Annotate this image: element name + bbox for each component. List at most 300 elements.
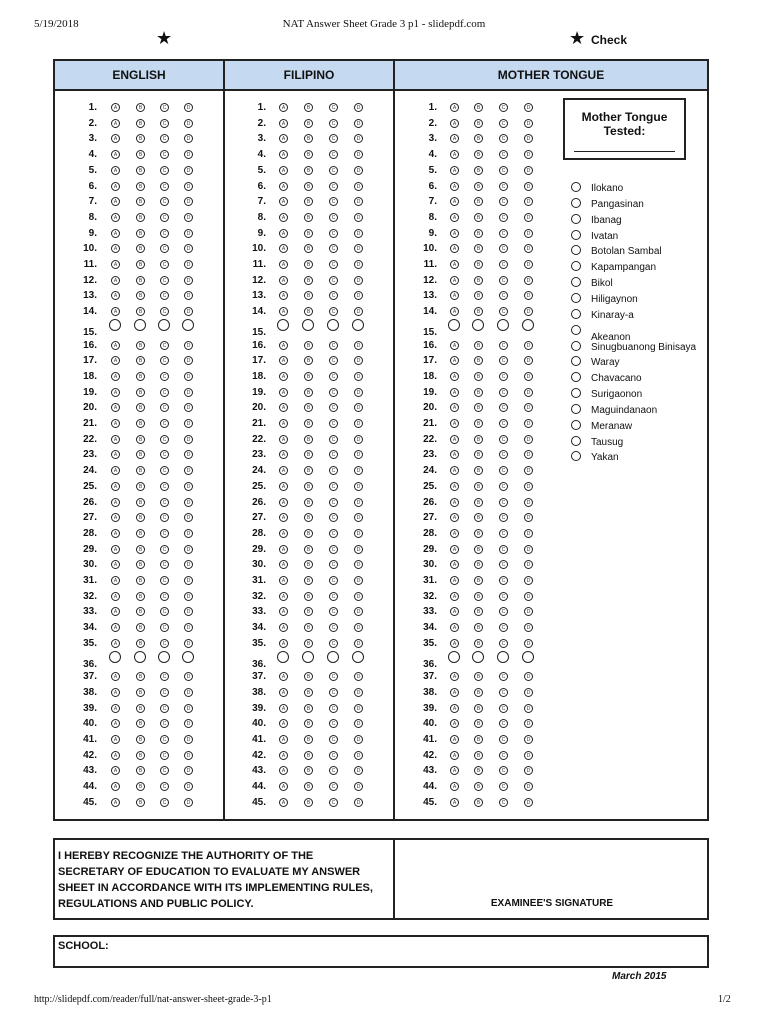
- answer-bubble-filipino-q26-b[interactable]: B: [304, 498, 313, 507]
- answer-bubble-english-q9-d[interactable]: D: [184, 229, 193, 238]
- answer-bubble-english-q14-c[interactable]: C: [160, 307, 169, 316]
- answer-bubble-english-q11-a[interactable]: A: [111, 260, 120, 269]
- answer-bubble-english-q22-c[interactable]: C: [160, 435, 169, 444]
- answer-bubble-filipino-q20-d[interactable]: D: [354, 403, 363, 412]
- answer-bubble-english-q19-c[interactable]: C: [160, 388, 169, 397]
- answer-bubble-english-q36-c[interactable]: [158, 651, 170, 663]
- answer-bubble-mother-tongue-q4-a[interactable]: A: [450, 150, 459, 159]
- answer-bubble-english-q37-b[interactable]: B: [136, 672, 145, 681]
- answer-bubble-filipino-q11-d[interactable]: D: [354, 260, 363, 269]
- answer-bubble-english-q18-b[interactable]: B: [136, 372, 145, 381]
- answer-bubble-english-q41-d[interactable]: D: [184, 735, 193, 744]
- answer-bubble-filipino-q31-a[interactable]: A: [279, 576, 288, 585]
- answer-bubble-mother-tongue-q30-d[interactable]: D: [524, 560, 533, 569]
- answer-bubble-english-q12-a[interactable]: A: [111, 276, 120, 285]
- answer-bubble-mother-tongue-q32-a[interactable]: A: [450, 592, 459, 601]
- answer-bubble-english-q10-d[interactable]: D: [184, 244, 193, 253]
- answer-bubble-mother-tongue-q35-a[interactable]: A: [450, 639, 459, 648]
- answer-bubble-filipino-q38-c[interactable]: C: [329, 688, 338, 697]
- answer-bubble-filipino-q26-c[interactable]: C: [329, 498, 338, 507]
- answer-bubble-english-q13-a[interactable]: A: [111, 291, 120, 300]
- answer-bubble-english-q44-a[interactable]: A: [111, 782, 120, 791]
- answer-bubble-mother-tongue-q27-a[interactable]: A: [450, 513, 459, 522]
- answer-bubble-filipino-q7-c[interactable]: C: [329, 197, 338, 206]
- answer-bubble-english-q39-c[interactable]: C: [160, 704, 169, 713]
- answer-bubble-mother-tongue-q26-d[interactable]: D: [524, 498, 533, 507]
- answer-bubble-filipino-q23-a[interactable]: A: [279, 450, 288, 459]
- answer-bubble-english-q26-b[interactable]: B: [136, 498, 145, 507]
- answer-bubble-mother-tongue-q29-b[interactable]: B: [474, 545, 483, 554]
- answer-bubble-english-q33-b[interactable]: B: [136, 607, 145, 616]
- answer-bubble-mother-tongue-q36-b[interactable]: [472, 651, 484, 663]
- answer-bubble-filipino-q45-a[interactable]: A: [279, 798, 288, 807]
- language-option-bubble[interactable]: [571, 309, 581, 319]
- answer-bubble-filipino-q44-c[interactable]: C: [329, 782, 338, 791]
- answer-bubble-mother-tongue-q16-a[interactable]: A: [450, 341, 459, 350]
- answer-bubble-filipino-q1-b[interactable]: B: [304, 103, 313, 112]
- answer-bubble-english-q2-b[interactable]: B: [136, 119, 145, 128]
- answer-bubble-english-q2-a[interactable]: A: [111, 119, 120, 128]
- answer-bubble-filipino-q5-d[interactable]: D: [354, 166, 363, 175]
- answer-bubble-mother-tongue-q10-c[interactable]: C: [499, 244, 508, 253]
- answer-bubble-english-q31-d[interactable]: D: [184, 576, 193, 585]
- answer-bubble-mother-tongue-q23-b[interactable]: B: [474, 450, 483, 459]
- answer-bubble-filipino-q32-a[interactable]: A: [279, 592, 288, 601]
- answer-bubble-filipino-q8-b[interactable]: B: [304, 213, 313, 222]
- answer-bubble-filipino-q13-b[interactable]: B: [304, 291, 313, 300]
- answer-bubble-english-q22-d[interactable]: D: [184, 435, 193, 444]
- answer-bubble-mother-tongue-q7-a[interactable]: A: [450, 197, 459, 206]
- answer-bubble-mother-tongue-q32-c[interactable]: C: [499, 592, 508, 601]
- answer-bubble-english-q39-d[interactable]: D: [184, 704, 193, 713]
- answer-bubble-filipino-q33-d[interactable]: D: [354, 607, 363, 616]
- answer-bubble-english-q16-b[interactable]: B: [136, 341, 145, 350]
- answer-bubble-filipino-q11-a[interactable]: A: [279, 260, 288, 269]
- answer-bubble-filipino-q7-a[interactable]: A: [279, 197, 288, 206]
- answer-bubble-english-q17-d[interactable]: D: [184, 356, 193, 365]
- answer-bubble-filipino-q37-b[interactable]: B: [304, 672, 313, 681]
- answer-bubble-mother-tongue-q44-d[interactable]: D: [524, 782, 533, 791]
- answer-bubble-filipino-q37-c[interactable]: C: [329, 672, 338, 681]
- answer-bubble-mother-tongue-q21-b[interactable]: B: [474, 419, 483, 428]
- answer-bubble-english-q40-c[interactable]: C: [160, 719, 169, 728]
- answer-bubble-filipino-q14-a[interactable]: A: [279, 307, 288, 316]
- answer-bubble-filipino-q42-c[interactable]: C: [329, 751, 338, 760]
- answer-bubble-english-q22-a[interactable]: A: [111, 435, 120, 444]
- answer-bubble-mother-tongue-q27-b[interactable]: B: [474, 513, 483, 522]
- answer-bubble-english-q9-c[interactable]: C: [160, 229, 169, 238]
- answer-bubble-english-q15-d[interactable]: [182, 319, 194, 331]
- answer-bubble-mother-tongue-q16-b[interactable]: B: [474, 341, 483, 350]
- answer-bubble-filipino-q25-a[interactable]: A: [279, 482, 288, 491]
- answer-bubble-mother-tongue-q17-a[interactable]: A: [450, 356, 459, 365]
- answer-bubble-filipino-q34-d[interactable]: D: [354, 623, 363, 632]
- answer-bubble-english-q5-c[interactable]: C: [160, 166, 169, 175]
- answer-bubble-english-q16-c[interactable]: C: [160, 341, 169, 350]
- answer-bubble-mother-tongue-q40-b[interactable]: B: [474, 719, 483, 728]
- answer-bubble-english-q38-c[interactable]: C: [160, 688, 169, 697]
- answer-bubble-mother-tongue-q12-d[interactable]: D: [524, 276, 533, 285]
- answer-bubble-filipino-q8-c[interactable]: C: [329, 213, 338, 222]
- answer-bubble-english-q4-c[interactable]: C: [160, 150, 169, 159]
- answer-bubble-filipino-q27-d[interactable]: D: [354, 513, 363, 522]
- answer-bubble-filipino-q26-d[interactable]: D: [354, 498, 363, 507]
- answer-bubble-english-q1-c[interactable]: C: [160, 103, 169, 112]
- answer-bubble-filipino-q6-c[interactable]: C: [329, 182, 338, 191]
- answer-bubble-mother-tongue-q25-c[interactable]: C: [499, 482, 508, 491]
- answer-bubble-english-q34-a[interactable]: A: [111, 623, 120, 632]
- answer-bubble-english-q10-c[interactable]: C: [160, 244, 169, 253]
- answer-bubble-english-q41-a[interactable]: A: [111, 735, 120, 744]
- answer-bubble-filipino-q12-d[interactable]: D: [354, 276, 363, 285]
- answer-bubble-english-q7-a[interactable]: A: [111, 197, 120, 206]
- answer-bubble-mother-tongue-q26-a[interactable]: A: [450, 498, 459, 507]
- answer-bubble-english-q31-c[interactable]: C: [160, 576, 169, 585]
- answer-bubble-filipino-q27-b[interactable]: B: [304, 513, 313, 522]
- answer-bubble-filipino-q30-a[interactable]: A: [279, 560, 288, 569]
- answer-bubble-english-q1-d[interactable]: D: [184, 103, 193, 112]
- answer-bubble-english-q27-d[interactable]: D: [184, 513, 193, 522]
- answer-bubble-mother-tongue-q5-c[interactable]: C: [499, 166, 508, 175]
- answer-bubble-mother-tongue-q20-d[interactable]: D: [524, 403, 533, 412]
- answer-bubble-english-q43-c[interactable]: C: [160, 766, 169, 775]
- answer-bubble-filipino-q23-c[interactable]: C: [329, 450, 338, 459]
- answer-bubble-mother-tongue-q34-a[interactable]: A: [450, 623, 459, 632]
- answer-bubble-english-q9-b[interactable]: B: [136, 229, 145, 238]
- answer-bubble-mother-tongue-q30-b[interactable]: B: [474, 560, 483, 569]
- answer-bubble-english-q43-b[interactable]: B: [136, 766, 145, 775]
- answer-bubble-mother-tongue-q15-d[interactable]: [522, 319, 534, 331]
- answer-bubble-mother-tongue-q12-a[interactable]: A: [450, 276, 459, 285]
- answer-bubble-mother-tongue-q8-b[interactable]: B: [474, 213, 483, 222]
- answer-bubble-mother-tongue-q17-b[interactable]: B: [474, 356, 483, 365]
- answer-bubble-filipino-q45-c[interactable]: C: [329, 798, 338, 807]
- answer-bubble-english-q18-c[interactable]: C: [160, 372, 169, 381]
- answer-bubble-filipino-q22-b[interactable]: B: [304, 435, 313, 444]
- answer-bubble-mother-tongue-q9-c[interactable]: C: [499, 229, 508, 238]
- answer-bubble-filipino-q31-b[interactable]: B: [304, 576, 313, 585]
- answer-bubble-mother-tongue-q11-b[interactable]: B: [474, 260, 483, 269]
- answer-bubble-filipino-q30-c[interactable]: C: [329, 560, 338, 569]
- answer-bubble-english-q18-d[interactable]: D: [184, 372, 193, 381]
- answer-bubble-filipino-q39-c[interactable]: C: [329, 704, 338, 713]
- answer-bubble-english-q25-d[interactable]: D: [184, 482, 193, 491]
- answer-bubble-english-q28-a[interactable]: A: [111, 529, 120, 538]
- answer-bubble-mother-tongue-q30-a[interactable]: A: [450, 560, 459, 569]
- answer-bubble-mother-tongue-q20-c[interactable]: C: [499, 403, 508, 412]
- answer-bubble-english-q37-d[interactable]: D: [184, 672, 193, 681]
- answer-bubble-mother-tongue-q44-c[interactable]: C: [499, 782, 508, 791]
- answer-bubble-mother-tongue-q10-a[interactable]: A: [450, 244, 459, 253]
- answer-bubble-mother-tongue-q20-a[interactable]: A: [450, 403, 459, 412]
- answer-bubble-mother-tongue-q19-c[interactable]: C: [499, 388, 508, 397]
- answer-bubble-mother-tongue-q24-d[interactable]: D: [524, 466, 533, 475]
- language-option-bubble[interactable]: [571, 182, 581, 192]
- answer-bubble-filipino-q38-b[interactable]: B: [304, 688, 313, 697]
- answer-bubble-filipino-q18-c[interactable]: C: [329, 372, 338, 381]
- answer-bubble-mother-tongue-q20-b[interactable]: B: [474, 403, 483, 412]
- answer-bubble-mother-tongue-q4-b[interactable]: B: [474, 150, 483, 159]
- answer-bubble-filipino-q40-d[interactable]: D: [354, 719, 363, 728]
- answer-bubble-mother-tongue-q17-d[interactable]: D: [524, 356, 533, 365]
- answer-bubble-mother-tongue-q23-d[interactable]: D: [524, 450, 533, 459]
- answer-bubble-english-q18-a[interactable]: A: [111, 372, 120, 381]
- answer-bubble-english-q42-c[interactable]: C: [160, 751, 169, 760]
- answer-bubble-mother-tongue-q2-b[interactable]: B: [474, 119, 483, 128]
- answer-bubble-filipino-q1-d[interactable]: D: [354, 103, 363, 112]
- answer-bubble-english-q28-d[interactable]: D: [184, 529, 193, 538]
- answer-bubble-english-q7-d[interactable]: D: [184, 197, 193, 206]
- answer-bubble-mother-tongue-q2-a[interactable]: A: [450, 119, 459, 128]
- answer-bubble-mother-tongue-q38-b[interactable]: B: [474, 688, 483, 697]
- answer-bubble-english-q39-b[interactable]: B: [136, 704, 145, 713]
- answer-bubble-filipino-q28-a[interactable]: A: [279, 529, 288, 538]
- answer-bubble-filipino-q22-d[interactable]: D: [354, 435, 363, 444]
- answer-bubble-english-q36-b[interactable]: [134, 651, 146, 663]
- answer-bubble-english-q30-d[interactable]: D: [184, 560, 193, 569]
- answer-bubble-filipino-q8-a[interactable]: A: [279, 213, 288, 222]
- answer-bubble-filipino-q19-b[interactable]: B: [304, 388, 313, 397]
- answer-bubble-english-q27-c[interactable]: C: [160, 513, 169, 522]
- answer-bubble-english-q21-c[interactable]: C: [160, 419, 169, 428]
- answer-bubble-filipino-q10-d[interactable]: D: [354, 244, 363, 253]
- school-box[interactable]: [53, 935, 709, 968]
- answer-bubble-english-q7-b[interactable]: B: [136, 197, 145, 206]
- answer-bubble-filipino-q13-d[interactable]: D: [354, 291, 363, 300]
- answer-bubble-mother-tongue-q15-c[interactable]: [497, 319, 509, 331]
- answer-bubble-filipino-q16-a[interactable]: A: [279, 341, 288, 350]
- answer-bubble-filipino-q25-d[interactable]: D: [354, 482, 363, 491]
- answer-bubble-mother-tongue-q28-d[interactable]: D: [524, 529, 533, 538]
- answer-bubble-english-q6-c[interactable]: C: [160, 182, 169, 191]
- answer-bubble-mother-tongue-q15-a[interactable]: [448, 319, 460, 331]
- answer-bubble-english-q5-d[interactable]: D: [184, 166, 193, 175]
- answer-bubble-english-q22-b[interactable]: B: [136, 435, 145, 444]
- answer-bubble-mother-tongue-q44-a[interactable]: A: [450, 782, 459, 791]
- answer-bubble-mother-tongue-q19-a[interactable]: A: [450, 388, 459, 397]
- answer-bubble-mother-tongue-q11-c[interactable]: C: [499, 260, 508, 269]
- answer-bubble-mother-tongue-q33-a[interactable]: A: [450, 607, 459, 616]
- language-option-bubble[interactable]: [571, 293, 581, 303]
- answer-bubble-english-q32-d[interactable]: D: [184, 592, 193, 601]
- answer-bubble-mother-tongue-q43-b[interactable]: B: [474, 766, 483, 775]
- answer-bubble-english-q42-d[interactable]: D: [184, 751, 193, 760]
- answer-bubble-filipino-q23-d[interactable]: D: [354, 450, 363, 459]
- answer-bubble-english-q37-c[interactable]: C: [160, 672, 169, 681]
- answer-bubble-english-q8-b[interactable]: B: [136, 213, 145, 222]
- answer-bubble-mother-tongue-q42-c[interactable]: C: [499, 751, 508, 760]
- answer-bubble-filipino-q9-c[interactable]: C: [329, 229, 338, 238]
- answer-bubble-filipino-q19-c[interactable]: C: [329, 388, 338, 397]
- answer-bubble-filipino-q35-b[interactable]: B: [304, 639, 313, 648]
- answer-bubble-mother-tongue-q40-a[interactable]: A: [450, 719, 459, 728]
- answer-bubble-filipino-q39-a[interactable]: A: [279, 704, 288, 713]
- answer-bubble-english-q15-a[interactable]: [109, 319, 121, 331]
- answer-bubble-mother-tongue-q27-d[interactable]: D: [524, 513, 533, 522]
- answer-bubble-filipino-q27-a[interactable]: A: [279, 513, 288, 522]
- answer-bubble-mother-tongue-q31-a[interactable]: A: [450, 576, 459, 585]
- answer-bubble-english-q3-d[interactable]: D: [184, 134, 193, 143]
- answer-bubble-filipino-q4-c[interactable]: C: [329, 150, 338, 159]
- answer-bubble-mother-tongue-q35-b[interactable]: B: [474, 639, 483, 648]
- answer-bubble-filipino-q14-b[interactable]: B: [304, 307, 313, 316]
- answer-bubble-english-q17-a[interactable]: A: [111, 356, 120, 365]
- answer-bubble-filipino-q35-c[interactable]: C: [329, 639, 338, 648]
- answer-bubble-mother-tongue-q42-d[interactable]: D: [524, 751, 533, 760]
- answer-bubble-mother-tongue-q19-b[interactable]: B: [474, 388, 483, 397]
- answer-bubble-english-q3-a[interactable]: A: [111, 134, 120, 143]
- answer-bubble-english-q30-a[interactable]: A: [111, 560, 120, 569]
- answer-bubble-english-q36-d[interactable]: [182, 651, 194, 663]
- answer-bubble-filipino-q13-a[interactable]: A: [279, 291, 288, 300]
- answer-bubble-english-q35-c[interactable]: C: [160, 639, 169, 648]
- answer-bubble-filipino-q43-c[interactable]: C: [329, 766, 338, 775]
- answer-bubble-english-q10-a[interactable]: A: [111, 244, 120, 253]
- answer-bubble-mother-tongue-q44-b[interactable]: B: [474, 782, 483, 791]
- answer-bubble-english-q34-c[interactable]: C: [160, 623, 169, 632]
- answer-bubble-filipino-q3-d[interactable]: D: [354, 134, 363, 143]
- answer-bubble-english-q37-a[interactable]: A: [111, 672, 120, 681]
- answer-bubble-filipino-q29-c[interactable]: C: [329, 545, 338, 554]
- answer-bubble-english-q38-a[interactable]: A: [111, 688, 120, 697]
- answer-bubble-mother-tongue-q15-b[interactable]: [472, 319, 484, 331]
- answer-bubble-mother-tongue-q13-a[interactable]: A: [450, 291, 459, 300]
- language-option-bubble[interactable]: [571, 404, 581, 414]
- answer-bubble-english-q40-a[interactable]: A: [111, 719, 120, 728]
- answer-bubble-mother-tongue-q37-d[interactable]: D: [524, 672, 533, 681]
- signature-field[interactable]: [395, 840, 707, 896]
- answer-bubble-filipino-q12-c[interactable]: C: [329, 276, 338, 285]
- answer-bubble-mother-tongue-q45-a[interactable]: A: [450, 798, 459, 807]
- answer-bubble-english-q45-a[interactable]: A: [111, 798, 120, 807]
- answer-bubble-mother-tongue-q41-c[interactable]: C: [499, 735, 508, 744]
- answer-bubble-mother-tongue-q7-d[interactable]: D: [524, 197, 533, 206]
- answer-bubble-english-q35-b[interactable]: B: [136, 639, 145, 648]
- answer-bubble-filipino-q45-d[interactable]: D: [354, 798, 363, 807]
- answer-bubble-mother-tongue-q41-a[interactable]: A: [450, 735, 459, 744]
- answer-bubble-filipino-q23-b[interactable]: B: [304, 450, 313, 459]
- answer-bubble-filipino-q2-c[interactable]: C: [329, 119, 338, 128]
- answer-bubble-mother-tongue-q23-c[interactable]: C: [499, 450, 508, 459]
- answer-bubble-filipino-q17-c[interactable]: C: [329, 356, 338, 365]
- answer-bubble-filipino-q2-b[interactable]: B: [304, 119, 313, 128]
- answer-bubble-mother-tongue-q37-a[interactable]: A: [450, 672, 459, 681]
- answer-bubble-mother-tongue-q31-c[interactable]: C: [499, 576, 508, 585]
- answer-bubble-filipino-q24-a[interactable]: A: [279, 466, 288, 475]
- answer-bubble-mother-tongue-q24-b[interactable]: B: [474, 466, 483, 475]
- answer-bubble-mother-tongue-q12-c[interactable]: C: [499, 276, 508, 285]
- answer-bubble-english-q35-d[interactable]: D: [184, 639, 193, 648]
- answer-bubble-english-q40-d[interactable]: D: [184, 719, 193, 728]
- answer-bubble-english-q33-c[interactable]: C: [160, 607, 169, 616]
- answer-bubble-english-q12-b[interactable]: B: [136, 276, 145, 285]
- answer-bubble-mother-tongue-q41-d[interactable]: D: [524, 735, 533, 744]
- answer-bubble-mother-tongue-q8-a[interactable]: A: [450, 213, 459, 222]
- answer-bubble-filipino-q20-b[interactable]: B: [304, 403, 313, 412]
- answer-bubble-english-q26-c[interactable]: C: [160, 498, 169, 507]
- answer-bubble-mother-tongue-q4-d[interactable]: D: [524, 150, 533, 159]
- answer-bubble-filipino-q6-a[interactable]: A: [279, 182, 288, 191]
- answer-bubble-mother-tongue-q39-c[interactable]: C: [499, 704, 508, 713]
- answer-bubble-filipino-q41-a[interactable]: A: [279, 735, 288, 744]
- answer-bubble-mother-tongue-q16-d[interactable]: D: [524, 341, 533, 350]
- answer-bubble-filipino-q13-c[interactable]: C: [329, 291, 338, 300]
- answer-bubble-mother-tongue-q5-b[interactable]: B: [474, 166, 483, 175]
- answer-bubble-english-q43-a[interactable]: A: [111, 766, 120, 775]
- answer-bubble-mother-tongue-q38-c[interactable]: C: [499, 688, 508, 697]
- answer-bubble-mother-tongue-q39-d[interactable]: D: [524, 704, 533, 713]
- answer-bubble-english-q29-a[interactable]: A: [111, 545, 120, 554]
- answer-bubble-filipino-q4-d[interactable]: D: [354, 150, 363, 159]
- answer-bubble-english-q32-b[interactable]: B: [136, 592, 145, 601]
- answer-bubble-english-q6-b[interactable]: B: [136, 182, 145, 191]
- answer-bubble-filipino-q1-c[interactable]: C: [329, 103, 338, 112]
- answer-bubble-filipino-q19-d[interactable]: D: [354, 388, 363, 397]
- answer-bubble-english-q2-d[interactable]: D: [184, 119, 193, 128]
- answer-bubble-english-q5-b[interactable]: B: [136, 166, 145, 175]
- answer-bubble-english-q12-c[interactable]: C: [160, 276, 169, 285]
- answer-bubble-filipino-q29-d[interactable]: D: [354, 545, 363, 554]
- answer-bubble-filipino-q31-d[interactable]: D: [354, 576, 363, 585]
- answer-bubble-filipino-q44-b[interactable]: B: [304, 782, 313, 791]
- answer-bubble-mother-tongue-q11-a[interactable]: A: [450, 260, 459, 269]
- answer-bubble-filipino-q43-d[interactable]: D: [354, 766, 363, 775]
- answer-bubble-filipino-q30-b[interactable]: B: [304, 560, 313, 569]
- answer-bubble-mother-tongue-q13-c[interactable]: C: [499, 291, 508, 300]
- answer-bubble-filipino-q21-c[interactable]: C: [329, 419, 338, 428]
- answer-bubble-mother-tongue-q14-c[interactable]: C: [499, 307, 508, 316]
- answer-bubble-english-q17-c[interactable]: C: [160, 356, 169, 365]
- answer-bubble-english-q17-b[interactable]: B: [136, 356, 145, 365]
- answer-bubble-english-q26-a[interactable]: A: [111, 498, 120, 507]
- answer-bubble-english-q16-d[interactable]: D: [184, 341, 193, 350]
- answer-bubble-filipino-q22-c[interactable]: C: [329, 435, 338, 444]
- answer-bubble-mother-tongue-q45-c[interactable]: C: [499, 798, 508, 807]
- answer-bubble-mother-tongue-q17-c[interactable]: C: [499, 356, 508, 365]
- answer-bubble-filipino-q12-a[interactable]: A: [279, 276, 288, 285]
- language-option-bubble[interactable]: [571, 388, 581, 398]
- answer-bubble-mother-tongue-q22-d[interactable]: D: [524, 435, 533, 444]
- answer-bubble-filipino-q40-b[interactable]: B: [304, 719, 313, 728]
- answer-bubble-filipino-q33-c[interactable]: C: [329, 607, 338, 616]
- answer-bubble-english-q41-c[interactable]: C: [160, 735, 169, 744]
- answer-bubble-mother-tongue-q5-a[interactable]: A: [450, 166, 459, 175]
- answer-bubble-english-q13-b[interactable]: B: [136, 291, 145, 300]
- answer-bubble-english-q20-d[interactable]: D: [184, 403, 193, 412]
- answer-bubble-english-q28-b[interactable]: B: [136, 529, 145, 538]
- answer-bubble-english-q2-c[interactable]: C: [160, 119, 169, 128]
- answer-bubble-mother-tongue-q43-d[interactable]: D: [524, 766, 533, 775]
- answer-bubble-english-q23-c[interactable]: C: [160, 450, 169, 459]
- answer-bubble-mother-tongue-q36-c[interactable]: [497, 651, 509, 663]
- answer-bubble-mother-tongue-q33-d[interactable]: D: [524, 607, 533, 616]
- answer-bubble-mother-tongue-q10-b[interactable]: B: [474, 244, 483, 253]
- answer-bubble-filipino-q3-a[interactable]: A: [279, 134, 288, 143]
- answer-bubble-filipino-q32-c[interactable]: C: [329, 592, 338, 601]
- answer-bubble-mother-tongue-q22-c[interactable]: C: [499, 435, 508, 444]
- answer-bubble-english-q21-d[interactable]: D: [184, 419, 193, 428]
- language-option-bubble[interactable]: [571, 198, 581, 208]
- answer-bubble-mother-tongue-q25-d[interactable]: D: [524, 482, 533, 491]
- answer-bubble-filipino-q29-b[interactable]: B: [304, 545, 313, 554]
- answer-bubble-mother-tongue-q11-d[interactable]: D: [524, 260, 533, 269]
- answer-bubble-english-q32-a[interactable]: A: [111, 592, 120, 601]
- answer-bubble-mother-tongue-q41-b[interactable]: B: [474, 735, 483, 744]
- answer-bubble-english-q14-b[interactable]: B: [136, 307, 145, 316]
- answer-bubble-filipino-q45-b[interactable]: B: [304, 798, 313, 807]
- answer-bubble-mother-tongue-q3-b[interactable]: B: [474, 134, 483, 143]
- answer-bubble-filipino-q41-d[interactable]: D: [354, 735, 363, 744]
